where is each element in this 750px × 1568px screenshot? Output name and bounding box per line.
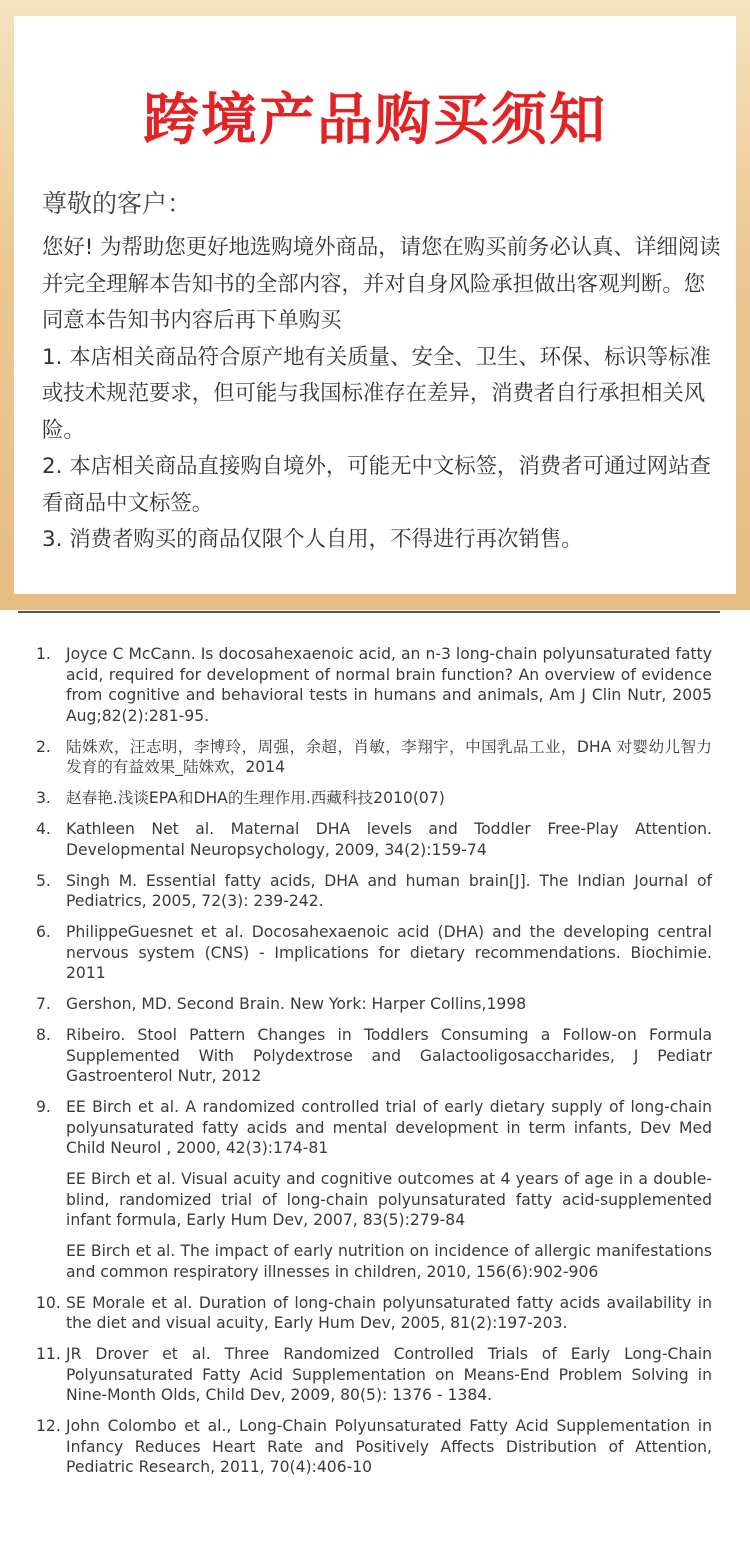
notice-paragraph-1: 1. 本店相关商品符合原产地有关质量、安全、卫生、环保、标识等标准或技术规范要求，但可能与我国标准存在差异，消费者自行承担相关风险。 — [42, 344, 711, 443]
reference-item — [36, 994, 712, 1015]
reference-text: EE Birch et al. A randomized controlled trial of early dietary supply of long-chain polyunsaturated fatty acids and mental development in term infants, Dev Med Child Neurol , 2000, 42(3):174-81 — [66, 1098, 712, 1157]
reference-item — [36, 788, 712, 809]
reference-item — [36, 1025, 712, 1087]
notice-body — [42, 230, 726, 559]
reference-number: 5. — [36, 871, 51, 890]
reference-number: 9. — [36, 1098, 51, 1116]
reference-text: PhilippeGuesnet et al. Docosahexaenoic acid (DHA) and the developing central nervous system (CNS) - Implications for dietary recommendations. Biochimie. 2011 — [66, 923, 712, 982]
reference-item — [36, 1097, 712, 1159]
reference-subitem: EE Birch et al. Visual acuity and cognitive outcomes at 4 years of age in a double-blind, randomized trial of long-chain polyunsaturated fatty acid-supplemented infant formula, Early Hum Dev, 2007, 83(5):279-84 — [66, 1170, 712, 1229]
reference-number: 11. — [36, 1345, 61, 1363]
notice-paragraph-intro: 您好! 为帮助您更好地选购境外商品，请您在购买前务必认真、详细阅读并完全理解本告知书的全部内容，并对自身风险承担做出客观判断。您同意本告知书内容后再下单购买 — [42, 235, 721, 333]
reference-item — [36, 644, 712, 726]
reference-text: 陆姝欢，汪志明，李博玲，周强，余超，肖敏，李翔宇，中国乳品工业，DHA 对婴幼儿智力发育的有益效果_陆姝欢，2014 — [66, 737, 712, 776]
reference-item — [36, 871, 712, 912]
reference-text: Singh M. Essential fatty acids, DHA and human brain[J]. The Indian Journal of Pediatrics, 2005, 72(3): 239-242. — [66, 871, 712, 910]
notice-card — [14, 16, 736, 594]
reference-number: 6. — [36, 923, 51, 941]
reference-text: Kathleen Net al. Maternal DHA levels and Toddler Free-Play Attention. Developmental Neuropsychology, 2009, 34(2):159-74 — [66, 820, 712, 859]
reference-text: Gershon, MD. Second Brain. New York: Harper Collins,1998 — [66, 995, 527, 1013]
greeting: 尊敬的客户： — [42, 189, 193, 218]
reference-item — [36, 1293, 712, 1334]
reference-number: 2. — [36, 737, 51, 756]
section-divider — [18, 611, 720, 613]
reference-item — [36, 737, 712, 778]
reference-text: 赵春艳.浅谈EPA和DHA的生理作用.西藏科技2010(07) — [66, 789, 445, 807]
reference-number: 3. — [36, 789, 51, 807]
reference-subitem: EE Birch et al. The impact of early nutrition on incidence of allergic manifestations and common respiratory illnesses in children, 2010, 156(6):902-906 — [66, 1242, 712, 1281]
reference-item — [36, 1344, 712, 1406]
reference-text: JR Drover et al. Three Randomized Controlled Trials of Early Long-Chain Polyunsaturated Fatty Acid Supplementation on Means-End Problem Solving in Nine-Month Olds, Child Dev, 2009, 80(5): 1376 - 1384. — [66, 1345, 712, 1404]
notice-paragraph-2: 2. 本店相关商品直接购自境外，可能无中文标签，消费者可通过网站查看商品中文标签。 — [42, 454, 711, 516]
reference-number: 8. — [36, 1026, 51, 1044]
reference-text: Ribeiro. Stool Pattern Changes in Toddlers Consuming a Follow-on Formula Supplemented With Polydextrose and Galactooligosaccharides, J Pediatr Gastroenterol Nutr, 2012 — [66, 1026, 712, 1085]
reference-text: Joyce C McCann. Is docosahexaenoic acid, an n-3 long-chain polyunsaturated fatty acid, required for development of normal brain function? An overview of evidence from cognitive and behavioral tests in humans and animals, Am J Clin Nutr, 2005 Aug;82(2):281-95. — [66, 645, 712, 725]
reference-number: 1. — [36, 645, 51, 663]
reference-text: John Colombo et al., Long-Chain Polyunsaturated Fatty Acid Supplementation in Infancy Reduces Heart Rate and Positively Affects Distribution of Attention, Pediatric Research, 2011, 70(4):406-10 — [66, 1417, 712, 1476]
reference-item — [36, 819, 712, 860]
reference-number: 7. — [36, 995, 51, 1013]
reference-item — [36, 922, 712, 984]
reference-list — [36, 644, 712, 1488]
reference-text: SE Morale et al. Duration of long-chain polyunsaturated fatty acids availability in the diet and visual acuity, Early Hum Dev, 2005, 81(2):197-203. — [66, 1293, 712, 1332]
notice-title: 跨境产品购买须知 — [143, 88, 607, 153]
reference-number: 12. — [36, 1417, 61, 1435]
notice-frame — [0, 0, 750, 610]
reference-item — [36, 1416, 712, 1478]
reference-number: 10. — [36, 1293, 61, 1312]
notice-paragraph-3: 3. 消费者购买的商品仅限个人自用，不得进行再次销售。 — [42, 527, 583, 552]
reference-number: 4. — [36, 820, 51, 838]
